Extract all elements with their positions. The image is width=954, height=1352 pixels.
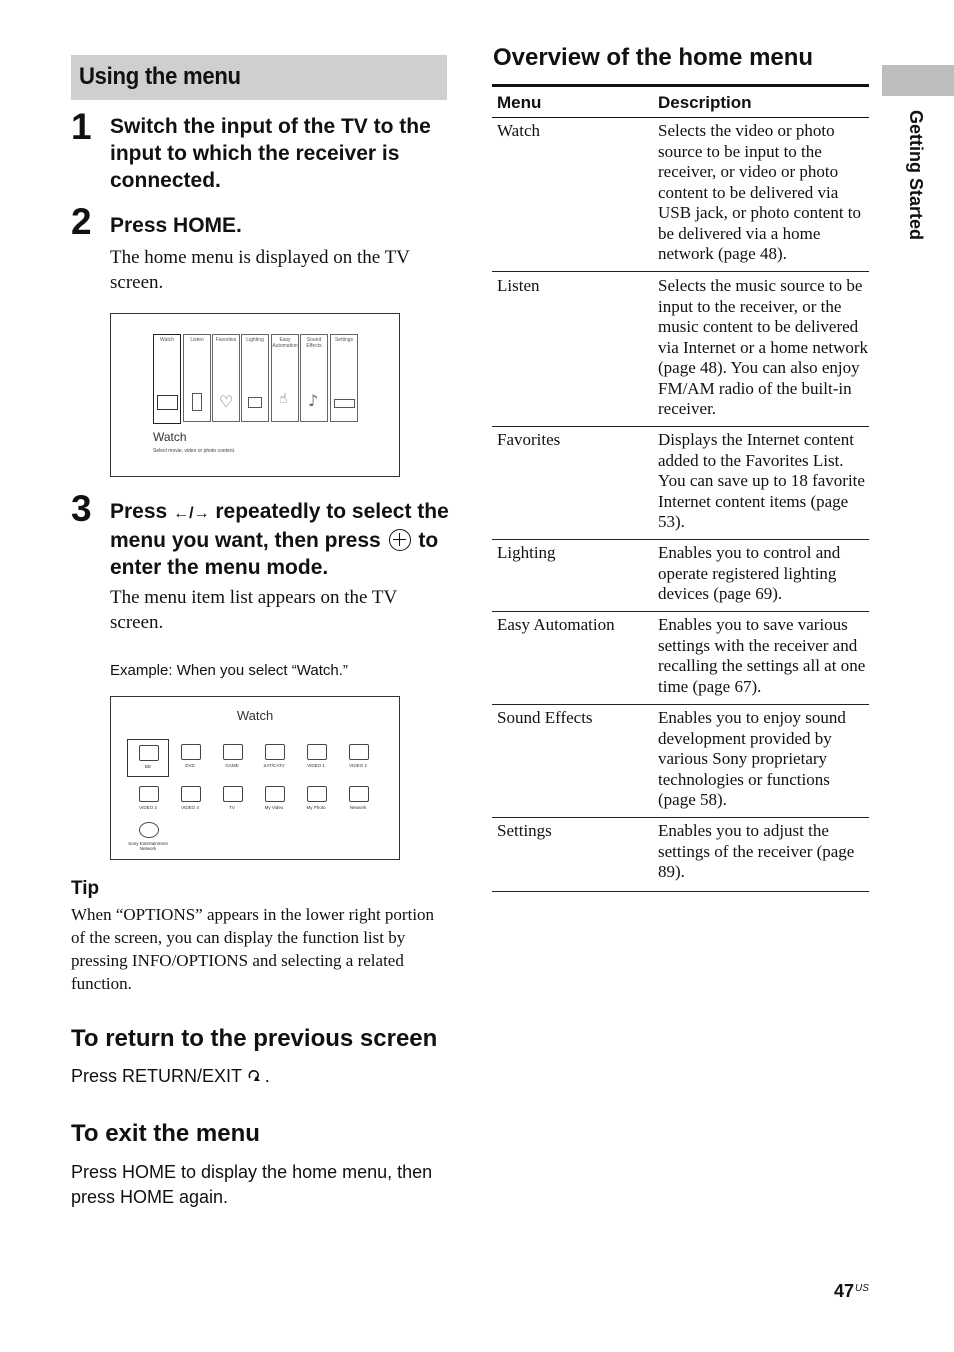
- lamp-icon: [248, 397, 262, 408]
- menu-cell: Lighting: [497, 543, 556, 562]
- return-text-line: Press RETURN/EXIT .: [71, 1066, 270, 1086]
- device-icon: [349, 786, 369, 802]
- description-cell: Enables you to adjust the settings of the receiver (page 89).: [658, 821, 855, 881]
- device-label: TV: [229, 805, 235, 810]
- description-cell: Displays the Internet content added to the Favorites List. You can save up to 18 favorite Internet content items (page 53).: [658, 430, 865, 531]
- description-cell: Selects the music source to be input to the receiver, or the music content to be delivered via Internet or a home network (page 48). You can also enjoy FM/AM radio of the built-in receiver.: [658, 276, 869, 418]
- step-3-text: The menu item list appears on the TV screen.: [110, 587, 397, 633]
- tip-text: When “OPTIONS” appears in the lower right portion of the screen, you can display the function list by pressing INFO/OPTIONS and selecting a related function.: [71, 905, 435, 993]
- menu-cell: Favorites: [497, 430, 561, 449]
- menu-hint: Select movie, video or photo content.: [153, 448, 236, 454]
- device-label: VIDEO 4: [181, 805, 199, 810]
- step-1-number: 1: [71, 106, 92, 147]
- watch-item: [296, 781, 336, 817]
- device-label: VIDEO 1: [307, 763, 325, 768]
- description-cell: Enables you to save various settings with the receiver and recalling the settings all at one time (page 67).: [658, 615, 866, 696]
- watch-item: [254, 739, 294, 775]
- tile-listen: Listen: [183, 334, 211, 422]
- watch-item: [338, 739, 378, 775]
- side-tab-marker: [882, 65, 954, 96]
- menu-cell: Easy Automation: [497, 615, 615, 634]
- overview-heading: Overview of the home menu: [493, 44, 814, 71]
- step-2-number: 2: [71, 201, 92, 242]
- step-3-title: Press ←/→ repeatedly to select the menu you want, then press to enter the menu mode.: [110, 500, 449, 579]
- watch-item: [170, 739, 210, 775]
- side-tab-label: Getting Started: [906, 110, 926, 241]
- device-icon: [181, 744, 201, 760]
- return-text: Press RETURN/EXIT: [71, 1066, 242, 1086]
- device-icon: [265, 786, 285, 802]
- device-icon: [223, 786, 243, 802]
- device-icon: [139, 786, 159, 802]
- description-cell: Enables you to enjoy sound development provided by various Sony proprietary technologies or functions (page 58).: [658, 708, 846, 809]
- table-row: [492, 272, 869, 427]
- tile-watch: Watch: [153, 334, 181, 424]
- header-description: Description: [658, 93, 752, 112]
- watch-item: [338, 781, 378, 817]
- watch-item: [212, 739, 252, 775]
- device-icon: [223, 744, 243, 760]
- device-icon: [349, 744, 369, 760]
- music-note-icon: ♪: [308, 391, 319, 410]
- left-right-arrow-icon: ←/→: [173, 505, 210, 522]
- example-caption: Example: When you select “Watch.”: [110, 662, 348, 679]
- watch-item: [170, 781, 210, 817]
- watch-item: [128, 781, 168, 817]
- device-label: VIDEO 3: [139, 805, 157, 810]
- return-heading: To return to the previous screen: [71, 1025, 438, 1052]
- tip-heading: Tip: [71, 878, 100, 899]
- tile-lighting: Lighting: [241, 334, 269, 422]
- device-label: SAT/CATV: [263, 763, 285, 768]
- return-icon: [247, 1065, 265, 1079]
- watch-items-grid: [128, 739, 388, 851]
- table-row: [492, 817, 869, 892]
- device-icon: [307, 786, 327, 802]
- watch-item: [296, 739, 336, 775]
- table-header: [492, 87, 869, 118]
- table-row: [492, 611, 869, 705]
- menu-cell: Watch: [497, 121, 540, 140]
- device-label: GAME: [225, 763, 239, 768]
- exit-heading: To exit the menu: [71, 1120, 260, 1147]
- tile-sound-effects: Sound Effects ♪: [300, 334, 328, 422]
- receiver-icon: [334, 399, 355, 408]
- table-row: [492, 117, 869, 272]
- header-menu: Menu: [497, 93, 542, 112]
- step-2-title: Press HOME.: [110, 214, 242, 237]
- tile-easy-automation: Easy Automation ☝: [271, 334, 299, 422]
- home-menu-screenshot: [110, 313, 400, 477]
- watch-menu-screenshot: [110, 696, 400, 860]
- description-cell: Selects the video or photo source to be input to the receiver, or video or photo content to be delivered via USB jack, or photo content to be delivered via a home network (page 48).: [658, 121, 862, 263]
- tile-favorites: Favorites ♡: [212, 334, 240, 422]
- device-label: My Photo: [306, 805, 326, 810]
- device-label: Sony Entertainment Network: [128, 841, 168, 851]
- table-row: [492, 426, 869, 540]
- device-icon: [139, 745, 159, 761]
- section-header: [71, 55, 447, 100]
- device-icon: [265, 744, 285, 760]
- table-row: [492, 704, 869, 818]
- device-label: BD: [144, 764, 152, 769]
- step-1-title: Switch the input of the TV to the input to which the receiver is connected.: [110, 115, 431, 192]
- watch-item: [128, 817, 168, 853]
- device-label: Network: [349, 805, 367, 810]
- enter-button-icon: [389, 529, 411, 551]
- menu-cell: Listen: [497, 276, 540, 295]
- device-label: VIDEO 2: [349, 763, 367, 768]
- tv-icon: [157, 395, 178, 410]
- device-icon: [181, 786, 201, 802]
- watch-item: [212, 781, 252, 817]
- device-label: DVD: [185, 763, 195, 768]
- exit-text: Press HOME to display the home menu, then press HOME again.: [71, 1162, 433, 1207]
- section-title: Using the menu: [79, 63, 241, 90]
- hand-icon: ☝: [279, 391, 288, 407]
- watch-item: [254, 781, 294, 817]
- description-cell: Enables you to control and operate registered lighting devices (page 69).: [658, 543, 841, 603]
- device-label: My Video: [264, 805, 284, 810]
- watch-screen-title: Watch: [236, 708, 274, 723]
- table-row: [492, 539, 869, 612]
- tile-settings: Settings: [330, 334, 358, 422]
- menu-cell: Settings: [497, 821, 552, 840]
- heart-icon: ♡: [219, 392, 234, 411]
- step-2-text: The home menu is displayed on the TV screen.: [110, 247, 410, 293]
- watch-item: [127, 739, 169, 777]
- device-icon: [307, 744, 327, 760]
- page-number: $47^{US}$: [834, 1281, 869, 1301]
- selected-menu-label: Watch: [153, 430, 187, 444]
- step-3-number: 3: [71, 488, 92, 529]
- speaker-icon: [192, 393, 202, 411]
- device-icon: [139, 822, 159, 838]
- menu-cell: Sound Effects: [497, 708, 593, 727]
